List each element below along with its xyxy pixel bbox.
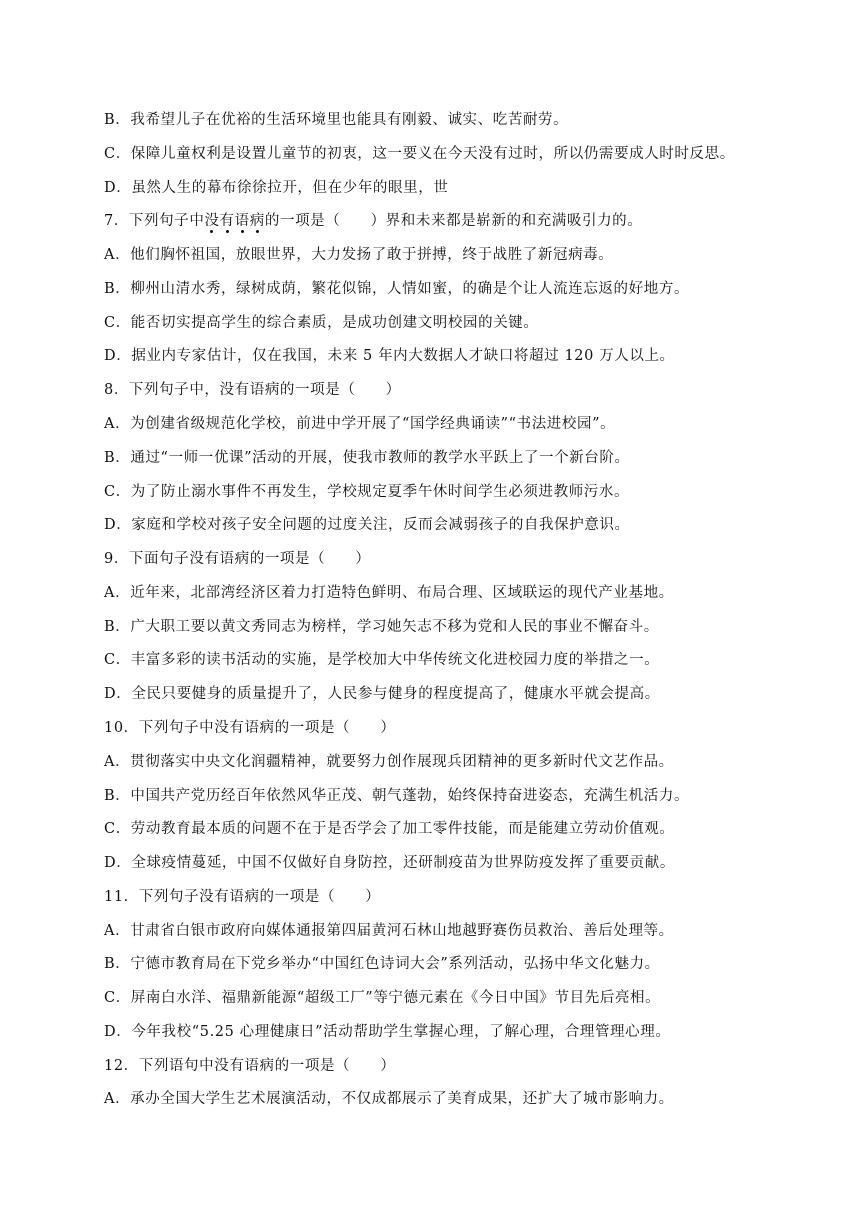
question-12: 12．下列语句中没有语病的一项是（ ）	[104, 1058, 396, 1074]
question-7-suffix: 的一项是（ ）界和未来都是崭新的和充满吸引力的。	[264, 213, 643, 229]
option-7b: B．柳州山清水秀，绿树成荫，繁花似锦，人情如蜜，的确是个让人流连忘返的好地方。	[104, 281, 690, 297]
option-9d: D．全民只要健身的质量提升了，人民参与健身的程度提高了，健康水平就会提高。	[104, 686, 660, 702]
option-10a: A．贯彻落实中央文化润疆精神，就要努力创作展现兵团精神的更多新时代文艺作品。	[104, 754, 674, 770]
option-7c: C．能否切实提高学生的综合素质，是成功创建文明校园的关键。	[104, 315, 539, 331]
option-7d: D．据业内专家估计，仅在我国，未来 5 年内大数据人才缺口将超过 120 万人以上。	[104, 348, 675, 364]
option-9b: B．广大职工要以黄文秀同志为榜样，学习她矢志不移为党和人民的事业不懈奋斗。	[104, 619, 659, 635]
option-9a: A．近年来，北部湾经济区着力打造特色鲜明、布局合理、区域联运的现代产业基地。	[104, 585, 674, 601]
option-10d: D．全球疫情蔓延，中国不仅做好自身防控，还研制疫苗为世界防疫发挥了重要贡献。	[104, 855, 675, 871]
option-8c: C．为了防止溺水事件不再发生，学校规定夏季午休时间学生必须进教师污水。	[104, 484, 630, 500]
option-10c: C．劳动教育最本质的问题不在于是否学会了加工零件技能，而是能建立劳动价值观。	[104, 821, 675, 837]
option-6c: C．保障儿童权利是设置儿童节的初衷，这一要义在今天没有过时，所以仍需要成人时时反思。	[104, 146, 735, 162]
emphasis-char: 有	[219, 213, 235, 229]
question-9: 9．下面句子没有语病的一项是（ ）	[104, 551, 371, 567]
option-6d: D．虽然人生的幕布徐徐拉开，但在少年的眼里，世	[104, 180, 449, 196]
option-11d: D．今年我校“5.25 心理健康日”活动帮助学生掌握心理，了解心理，合理管理心理。	[104, 1024, 671, 1040]
question-11: 11．下列句子没有语病的一项是（ ）	[104, 889, 381, 905]
question-7-prefix: 7．下列句子中	[104, 213, 205, 229]
emphasis-char: 没	[204, 213, 220, 229]
option-6b: B．我希望儿子在优裕的生活环境里也能具有刚毅、诚实、吃苦耐劳。	[104, 112, 569, 128]
question-10: 10．下列句子中没有语病的一项是（ ）	[104, 720, 396, 736]
option-7a: A．他们胸怀祖国，放眼世界，大力发扬了敢于拼搏，终于战胜了新冠病毒。	[104, 247, 614, 263]
option-11b: B．宁德市教育局在下党乡举办“中国红色诗词大会”系列活动，弘扬中华文化魅力。	[104, 956, 660, 972]
emphasis-char: 语	[234, 213, 250, 229]
emphasis-char: 病	[249, 213, 265, 229]
option-8a: A．为创建省级规范化学校，前进中学开展了“国学经典诵读”“书法进校园”。	[104, 416, 616, 432]
option-12a: A．承办全国大学生艺术展演活动，不仅成都展示了美育成果，还扩大了城市影响力。	[104, 1091, 674, 1107]
option-8d: D．家庭和学校对孩子安全问题的过度关注，反而会减弱孩子的自我保护意识。	[104, 517, 630, 533]
option-9c: C．丰富多彩的读书活动的实施，是学校加大中华传统文化进校园力度的举措之一。	[104, 652, 660, 668]
option-11a: A．甘肃省白银市政府向媒体通报第四届黄河石林山地越野赛伤员救治、善后处理等。	[104, 923, 674, 939]
question-7	[104, 211, 844, 231]
option-10b: B．中国共产党历经百年依然风华正茂、朝气蓬勃，始终保持奋进姿态，充满生机活力。	[104, 788, 690, 804]
option-11c: C．屏南白水洋、福鼎新能源“超级工厂”等宁德元素在《今日中国》节目先后亮相。	[104, 990, 661, 1006]
question-8: 8．下列句子中，没有语病的一项是（ ）	[104, 382, 401, 398]
option-8b: B．通过“一师一优课”活动的开展，使我市教师的教学水平跃上了一个新台阶。	[104, 450, 630, 466]
